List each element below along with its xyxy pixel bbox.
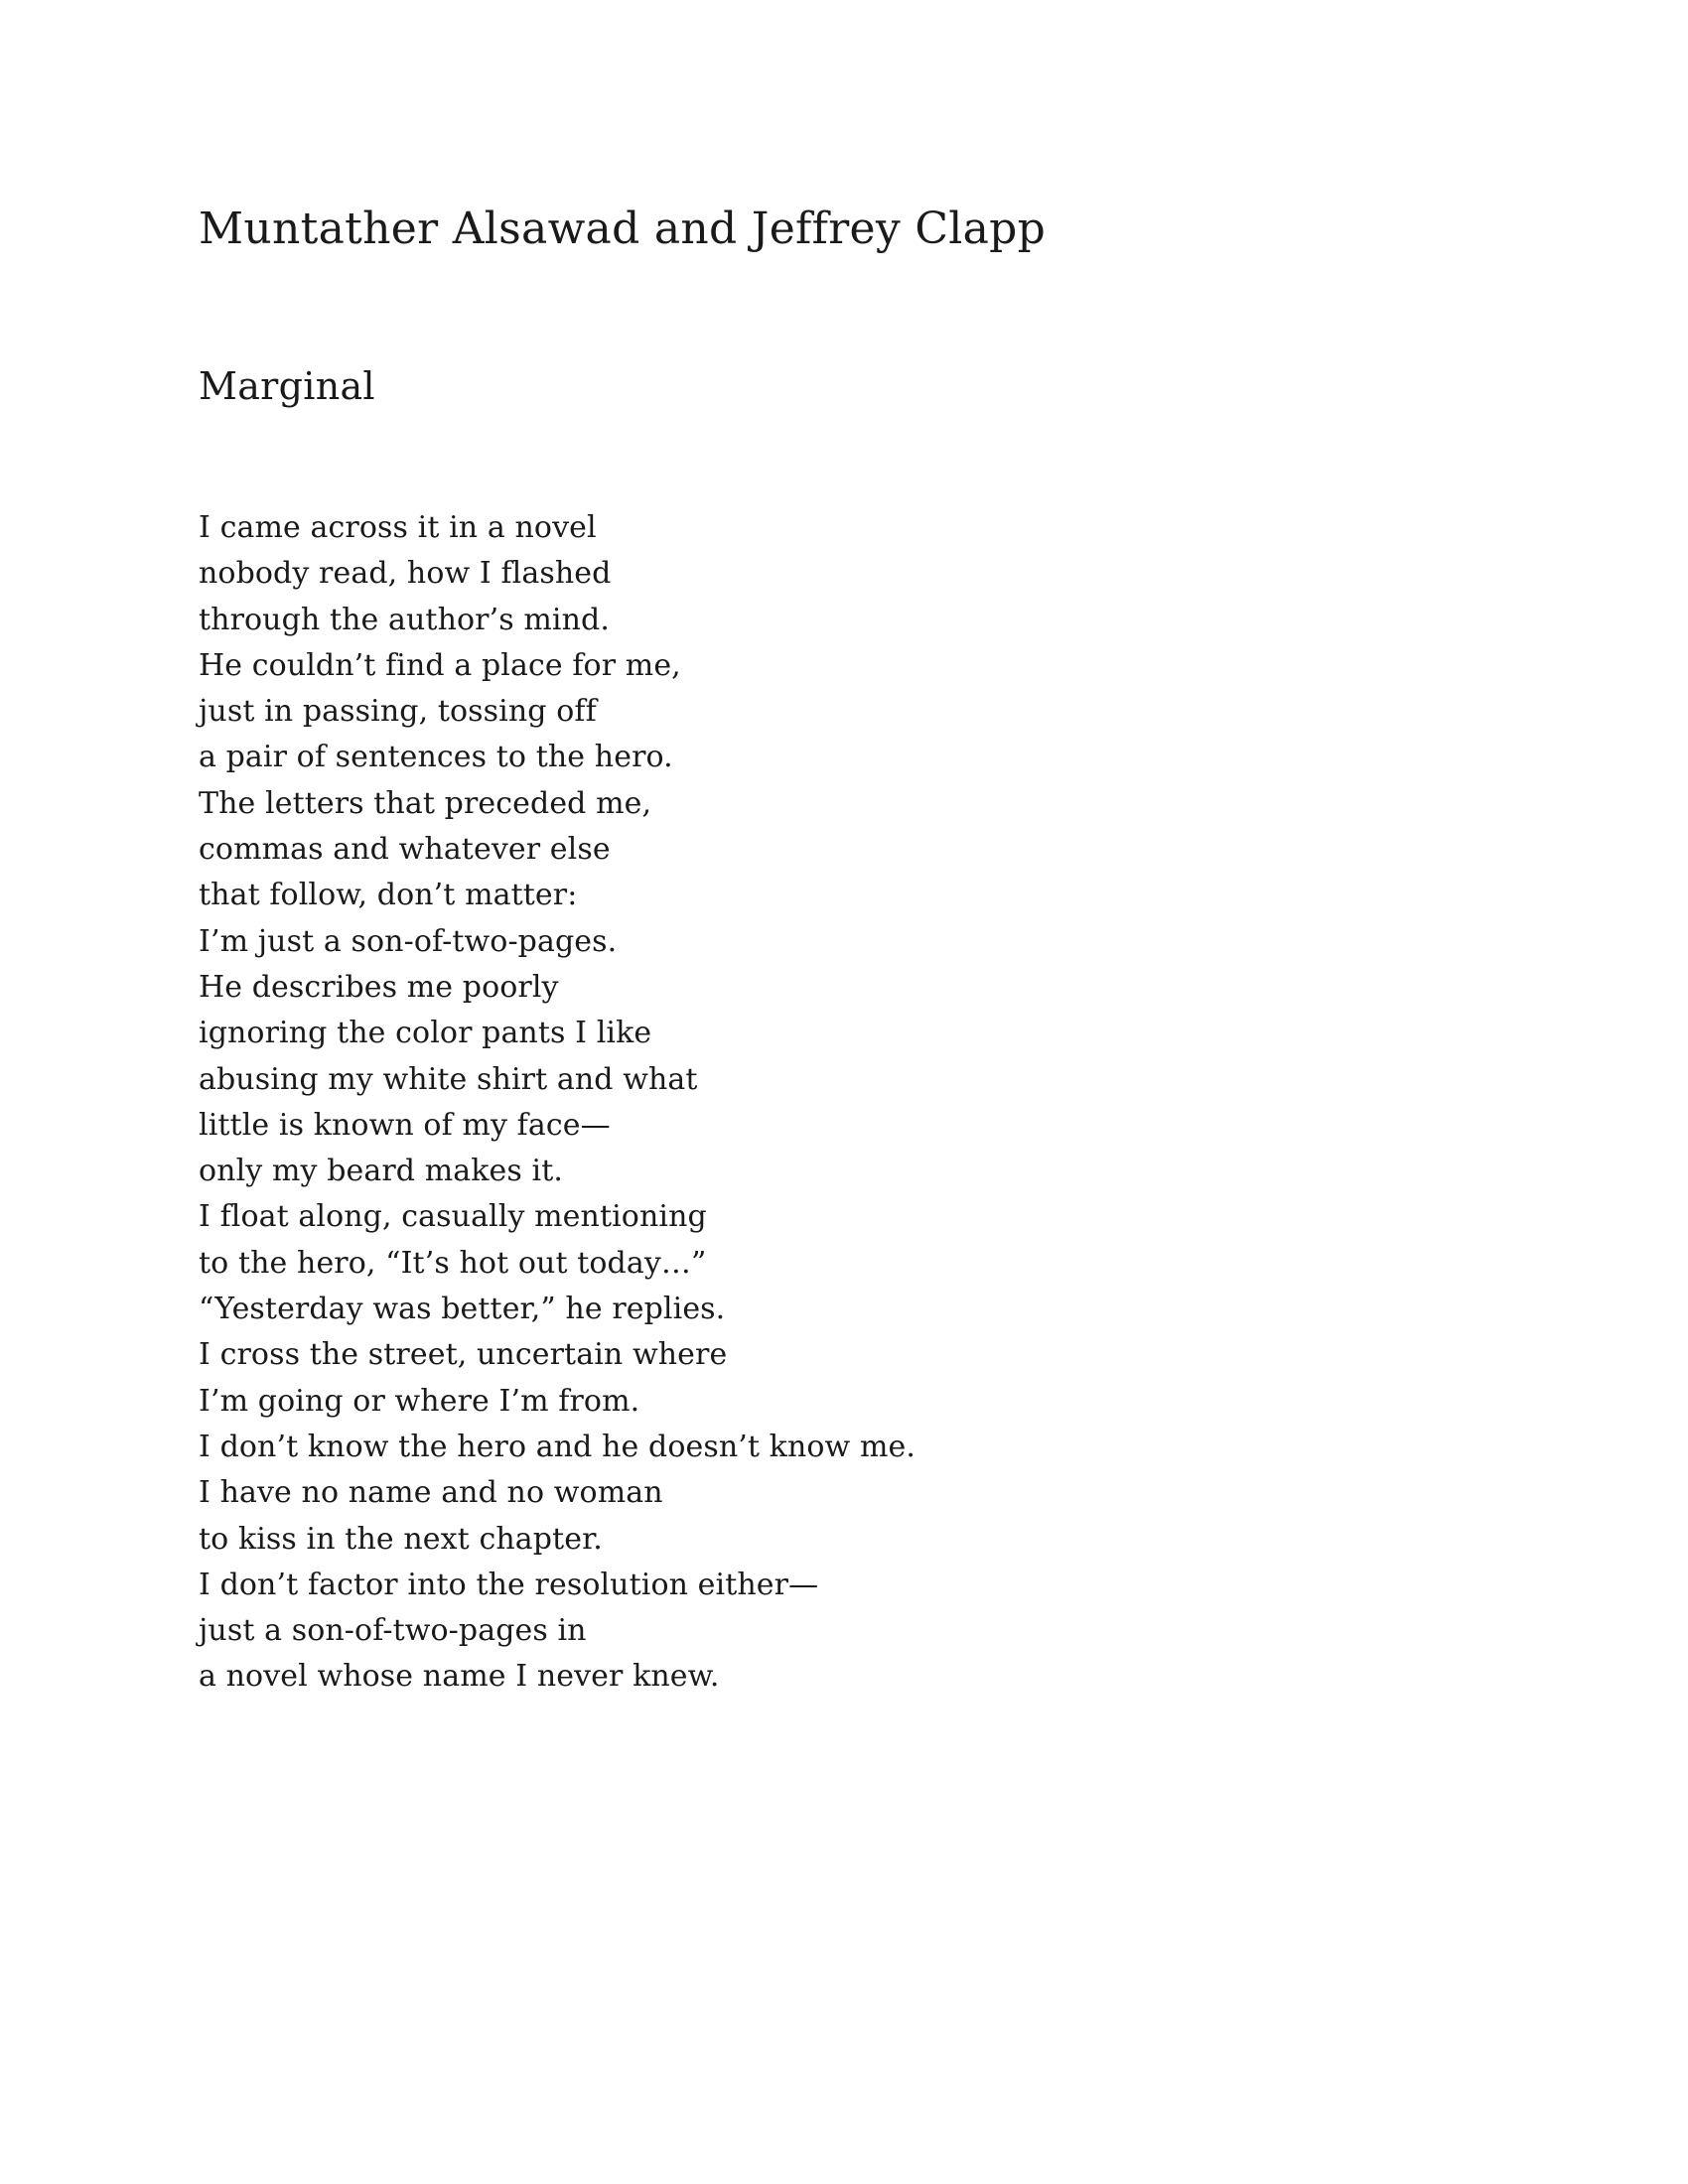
poem-line: to kiss in the next chapter. bbox=[199, 1521, 603, 1557]
poem-line: through the author’s mind. bbox=[199, 602, 610, 637]
poem-title: Marginal bbox=[199, 364, 375, 408]
poem-line: I don’t factor into the resolution either— bbox=[199, 1567, 819, 1602]
poem-line: commas and whatever else bbox=[199, 832, 611, 868]
poem-line: The letters that preceded me, bbox=[199, 785, 652, 821]
poem-line: I’m just a son-of-two-pages. bbox=[199, 923, 618, 959]
poem-line: that follow, don’t matter: bbox=[199, 878, 578, 913]
poem-line: I don’t know the hero and he doesn’t know me. bbox=[199, 1429, 915, 1464]
poem-line: to the hero, “It’s hot out today…” bbox=[199, 1245, 707, 1281]
poem-line: only my beard makes it. bbox=[199, 1154, 564, 1189]
author-heading: Muntather Alsawad and Jeffrey Clapp bbox=[199, 204, 1047, 254]
poem-line: ignoring the color pants I like bbox=[199, 1016, 652, 1051]
poem-line: just a son-of-two-pages in bbox=[199, 1613, 587, 1649]
poem-line: nobody read, how I flashed bbox=[199, 556, 612, 592]
poem-line: just in passing, tossing off bbox=[199, 694, 597, 730]
poem-body bbox=[199, 505, 915, 1701]
poem-line: I have no name and no woman bbox=[199, 1475, 663, 1511]
poem-line: a novel whose name I never knew. bbox=[199, 1659, 720, 1695]
poem-line: I’m going or where I’m from. bbox=[199, 1383, 640, 1419]
poem-line: “Yesterday was better,” he replies. bbox=[199, 1292, 726, 1327]
poem-line: He couldn’t find a place for me, bbox=[199, 647, 681, 683]
poem-line: I cross the street, uncertain where bbox=[199, 1337, 728, 1373]
poem-line: He describes me poorly bbox=[199, 969, 559, 1005]
poem-line: I float along, casually mentioning bbox=[199, 1199, 707, 1235]
poem-line: a pair of sentences to the hero. bbox=[199, 740, 673, 775]
poem-line: I came across it in a novel bbox=[199, 510, 597, 545]
poem-line: little is known of my face— bbox=[199, 1107, 611, 1143]
poem-line: abusing my white shirt and what bbox=[199, 1061, 698, 1097]
